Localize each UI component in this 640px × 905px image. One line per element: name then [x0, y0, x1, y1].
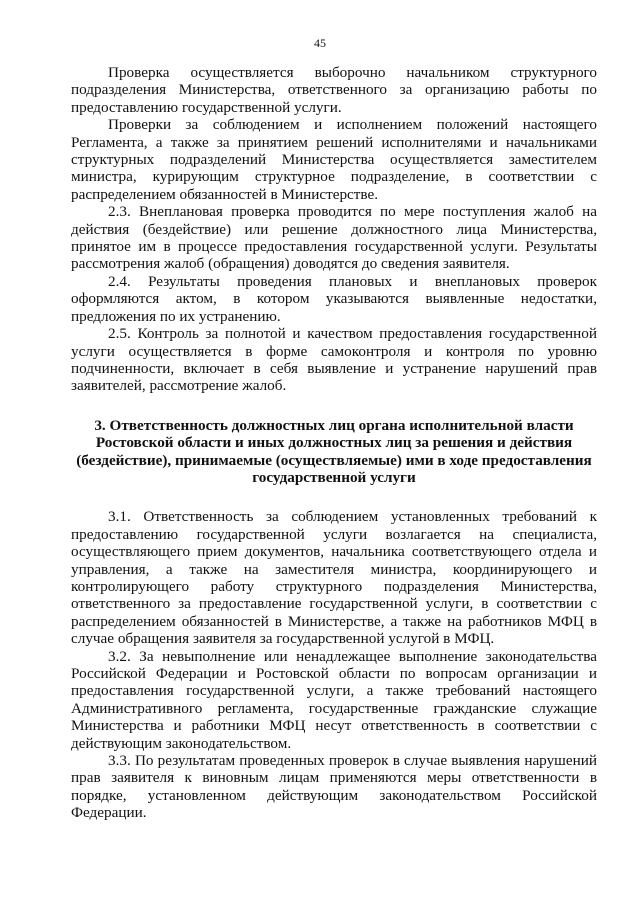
paragraph-regulation-checks: Проверки за соблюдением и исполнением положений настоящего Регламента, а также за принятием решений исполнителями и начальниками структурных подразделений Министерства осуществляется заместителем министра, курирующим структурное подразделение, в соответствии с распределением обязанностей в Министерстве. [71, 116, 597, 203]
paragraph-2-5-quality-control: 2.5. Контроль за полнотой и качеством предоставления государственной услуги осуществляется в форме самоконтроля и контроля по уровню подчиненности, включает в себя выявление и устранение нарушений прав заявителей, рассмотрение жалоб. [71, 325, 597, 395]
paragraph-3-3-liability-measures: 3.3. По результатам проведенных проверок в случае выявления нарушений прав заявителя к виновным лицам применяются меры ответственности в порядке, установленном действующим законодательством Российской Федерации. [71, 752, 597, 822]
document-body [71, 64, 597, 822]
paragraph-2-3-unscheduled-check: 2.3. Внеплановая проверка проводится по мере поступления жалоб на действия (бездействие) или решение должностного лица Министерства, принятое им в процессе предоставления государственной услуги. Результаты рассмотрения жалоб (обращения) доводятся до сведения заявителя. [71, 203, 597, 273]
page-number: 45 [314, 36, 326, 50]
paragraph-selective-check: Проверка осуществляется выборочно начальником структурного подразделения Министерства, ответственного за организацию работы по предоставлению государственной услуги. [71, 64, 597, 116]
paragraph-2-4-check-results: 2.4. Результаты проведения плановых и внеплановых проверок оформляются актом, в котором указываются выявленные недостатки, предложения по их устранению. [71, 272, 597, 325]
section-3-heading: 3. Ответственность должностных лиц органа исполнительной власти Ростовской области и иных должностных лиц за решения и действия (бездействие), принимаемые (осуществляемые) ими в ходе предоставления государственной услуги [76, 416, 592, 486]
paragraph-3-1-responsibility: 3.1. Ответственность за соблюдением установленных требований к предоставлению государственной услуги возлагается на специалиста, осуществляющего прием документов, начальника соответствующего отдела и управления, а также на заместителя министра, координирующего и контролирующего работу структурного подразделения Министерства, ответственного за предоставление государственной услуги, в соответствии с распределением обязанностей в Министерстве, а также на работников МФЦ в случае обращения заявителя за государственной услугой в МФЦ. [71, 508, 597, 648]
paragraph-3-2-non-fulfillment: 3.2. За невыполнение или ненадлежащее выполнение законодательства Российской Федерации и Ростовской области по вопросам организации и предоставления государственной услуги, а также требований настоящего Административного регламента, государственные гражданские служащие Министерства и работники МФЦ несут ответственность в соответствии с действующим законодательством. [71, 647, 597, 752]
